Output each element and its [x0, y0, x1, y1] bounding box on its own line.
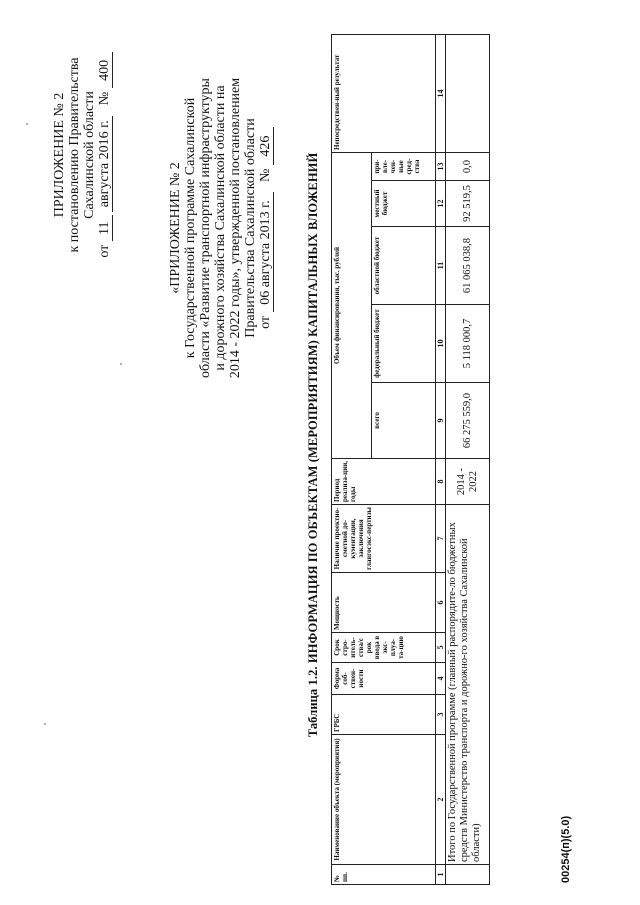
- header-name: Наименование объекта (мероприятия): [332, 735, 436, 865]
- program-appendix-title: «ПРИЛОЖЕНИЕ № 2: [168, 162, 183, 294]
- appendix-header: [52, 5, 113, 305]
- appendix-date-line: от 11 августа 2016 г. № 400: [97, 5, 113, 305]
- header-ownership-form: Форма соб-ствен-ности: [332, 663, 436, 695]
- capital-investments-table: [331, 34, 490, 885]
- row-regional: 61 065 038,8: [446, 227, 490, 305]
- table-row: [446, 35, 490, 885]
- row-name: Итого по Государственной программе (главный распорядите-ло бюджетных средств Министерство транспорта и дорожно-го хозяйства Сахалинской области): [446, 505, 490, 865]
- row-federal: 5 118 000,7: [446, 305, 490, 383]
- header-no: № пп.: [332, 865, 436, 885]
- program-appendix-header: [168, 23, 274, 433]
- header-grbs: ГРБС: [332, 695, 436, 735]
- scan-speck: [120, 363, 122, 365]
- program-line-3: и дорожного хозяйства Сахалинской области на: [213, 85, 228, 371]
- header-design-documentation: Наличие проектно-сметной до-кументации, заключения главгосэкс-пертизы: [332, 505, 436, 573]
- row-period: 2014 - 2022: [446, 459, 490, 505]
- appendix-line-2: Сахалинской области: [82, 91, 97, 219]
- column-number-row: 1 2 3 4 5 6 7 8 9 10 11 12 13 14: [436, 35, 446, 885]
- program-line-5: Правительства Сахалинской области: [243, 118, 258, 338]
- program-line-2: области «Развитие транспортной инфраструктуры: [198, 78, 213, 378]
- header-period: Период реализа-ции, годы: [332, 459, 436, 505]
- scan-speck: [26, 123, 28, 125]
- program-line-4: 2014 - 2022 годы», утвержденной постановлением: [228, 77, 243, 379]
- header-funding: Объем финансирования, тыс. рублей: [332, 153, 372, 459]
- appendix-number: 400: [98, 52, 113, 88]
- document-code: 00254(п)(5.0): [560, 815, 572, 883]
- header-attracted: при-вле-чен-ные сред-ства: [372, 153, 436, 181]
- program-number: 426: [259, 127, 274, 165]
- header-result: Непосредствен-ный результат: [332, 35, 436, 153]
- row-local: 92 519,5: [446, 181, 490, 227]
- appendix-line-1: к постановлению Правительства: [67, 57, 82, 253]
- row-total: 66 275 559,0: [446, 383, 490, 459]
- header-regional: областной бюджет: [372, 227, 436, 305]
- scan-speck: [44, 723, 46, 725]
- row-attracted: 0,0: [446, 153, 490, 181]
- header-federal: федеральный бюджет: [372, 305, 436, 383]
- appendix-day: 11: [98, 215, 113, 241]
- program-date: 06 августа 2013 г.: [259, 192, 274, 312]
- header-total: всего: [372, 383, 436, 459]
- table-title: Таблица 1.2. ИНФОРМАЦИЯ ПО ОБЪЕКТАМ (МЕРОПРИЯТИЯМ) КАПИТАЛЬНЫХ ВЛОЖЕНИЙ: [306, 152, 320, 738]
- header-local: местный бюджет: [372, 181, 436, 227]
- header-capacity: Мощность: [332, 573, 436, 633]
- header-construction-term: Срок стро-итель-ства/с рок ввода в экс-плуа-та-цию: [332, 633, 436, 663]
- program-line-1: к Государственной программе Сахалинской: [183, 97, 198, 359]
- program-date-line: от 06 августа 2013 г. № 426: [258, 23, 274, 433]
- appendix-title: ПРИЛОЖЕНИЕ № 2: [52, 92, 67, 218]
- appendix-month-year: августа 2016 г.: [98, 116, 113, 212]
- capital-investments-table-wrap: [331, 0, 490, 885]
